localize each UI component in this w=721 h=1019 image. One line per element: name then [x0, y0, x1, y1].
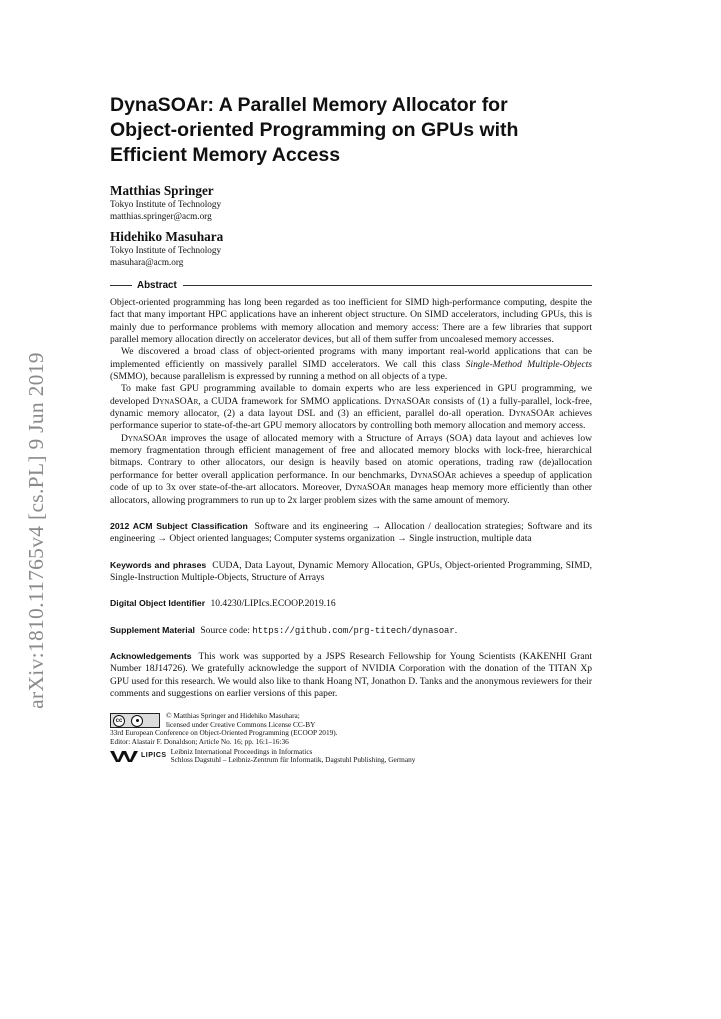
- system-name: DynaSOAr: [121, 432, 167, 444]
- acm-classification: [110, 520, 592, 546]
- arxiv-side-stamp: [22, 330, 50, 730]
- abstract-paragraph-1: Object-oriented programming has long been regarded as too inefficient for SIMD high-performance computing, despite the fact that many important HPC applications have an inherent object structure. On SIMD accelerators, including GPUs, this is mainly due to performance problems with memory allocation and memory access: There are a few libraries that support parallel memory allocation directly on accelerator devices, but all of them suffer from uncoalesed memory accesses.: [110, 297, 592, 346]
- author-block: [110, 229, 592, 268]
- supplement-text: Source code:: [200, 624, 253, 636]
- doi-link[interactable]: 10.4230/LIPIcs.ECOOP.2019.16: [210, 598, 336, 610]
- abstract-paragraph-3: [110, 383, 592, 432]
- author-affiliation: Tokyo Institute of Technology: [110, 199, 222, 209]
- keywords-label: Keywords and phrases: [110, 559, 207, 570]
- author-email[interactable]: masuhara@acm.org: [110, 257, 184, 267]
- system-name: DynaSOAr: [508, 408, 555, 420]
- text-span: manages heap memory more efficiently than other allocators, allowing programmers to run up to 2x larger problem sizes with the same amount of memory.: [110, 482, 592, 506]
- abstract-label: Abstract: [137, 280, 177, 291]
- system-name: DynaSOAr: [345, 482, 391, 494]
- text-span: To make fast GPU programming available to domain experts who are less experienced in GPU programming, we developed: [110, 383, 592, 407]
- text-span: improves the usage of allocated memory with a Structure of Arrays (SOA) data layout and achieves low memory fragmentation through efficient management of free and allocated memory blocks with lock-free, hierarchical bitmaps. Contrary to other allocators, our design is heavily based on atomic operations, trading raw (de)allocation performance for better overall application performance. In our benchmarks,: [110, 432, 592, 481]
- doi-label: Digital Object Identifier: [110, 598, 206, 609]
- system-name: DynaSOAr: [384, 395, 431, 407]
- system-name: DynaSOAr: [410, 469, 457, 481]
- emphasis-text: Single-Method Multiple-Objects: [465, 358, 592, 370]
- author-block: [110, 183, 592, 222]
- author-name: Matthias Springer: [110, 183, 214, 198]
- acm-classification-text: Software and its engineering → Allocation / deallocation strategies; Software and its engineering → Object oriented languages; Computer systems organization → Single instruction, multiple data: [110, 520, 592, 545]
- supplement-text-end: .: [454, 624, 458, 636]
- lipics-text: [171, 748, 416, 765]
- source-code-url[interactable]: https://github.com/prg-titech/dynasoar: [252, 625, 455, 636]
- text-span: achieves a speedup of application code of up to 3x over state-of-the-art allocators. Moreover,: [110, 469, 592, 494]
- acm-classification-label: 2012 ACM Subject Classification: [110, 520, 248, 531]
- doi: [110, 597, 592, 610]
- text-span: consists of (1) a fully-parallel, lock-free, dynamic memory allocator, (2) a data layout DSL and (3) an efficient, parallel do-all operation.: [110, 395, 592, 420]
- license-line: licensed under Creative Commons License CC-BY: [166, 719, 316, 729]
- cc-by-badge-icon[interactable]: [110, 713, 160, 728]
- text-span: We discovered a broad class of object-oriented programs with many important real-world applications that can be implemented efficiently on massively parallel SIMD accelerators. We call this class: [110, 346, 592, 370]
- author-name: Hidehiko Masuhara: [110, 229, 224, 244]
- heading-rule-right: [183, 285, 592, 286]
- text-span: (SMMO), because parallelism is expressed by running a method on all objects of a type.: [110, 371, 448, 383]
- arxiv-identifier: arXiv:1810.11765v4 [cs.PL] 9 Jun 2019: [23, 351, 48, 709]
- lipics-row: [110, 748, 592, 765]
- cc-icon: cc: [113, 715, 125, 727]
- system-name: DynaSOAr: [152, 395, 199, 407]
- by-person-icon: [131, 715, 143, 727]
- publisher-line: Schloss Dagstuhl – Leibniz-Zentrum für Informatik, Dagstuhl Publishing, Germany: [170, 755, 416, 765]
- heading-rule-left: [110, 285, 132, 286]
- acknowledgements-label: Acknowledgements: [110, 650, 192, 661]
- keywords: [110, 559, 592, 585]
- paper-first-page: [110, 93, 592, 765]
- acknowledgements-text: This work was supported by a JSPS Research Fellowship for Young Scientists (KAKENHI Grant Number 18J14726). We gratefully acknowledge the support of NVIDIA Corporation with the donation of the TITAN Xp GPU used for this research. We would also like to thank Hoang NT, Jonathon D. Tanks and the anonymous reviewers for their comments and suggestions on earlier versions of this paper.: [110, 650, 592, 699]
- paper-title: [110, 93, 592, 168]
- author-affiliation: Tokyo Institute of Technology: [110, 245, 222, 255]
- supplement-label: Supplement Material: [110, 624, 195, 635]
- lipics-wave-icon: [110, 750, 138, 762]
- copyright-line: © Matthias Springer and Hidehiko Masuhara;: [166, 711, 300, 721]
- abstract-paragraph-2: [110, 346, 592, 383]
- editor-line: Editor: Alastair F. Donaldson; Article No. 16; pp. 16:1–16:36: [110, 737, 289, 747]
- license-row: [110, 712, 592, 729]
- supplement-material: [110, 624, 592, 637]
- series-line: Leibniz International Proceedings in Informatics: [170, 746, 313, 756]
- title-line: Object-oriented Programming on GPUs with: [110, 119, 519, 141]
- license-footer: [110, 712, 592, 765]
- keywords-text: CUDA, Data Layout, Dynamic Memory Allocation, GPUs, Object-oriented Programming, SIMD, Single-Instruction Multiple-Objects, Structure of Arrays: [110, 559, 593, 583]
- abstract-heading: [110, 280, 592, 291]
- conference-line: 33rd European Conference on Object-Oriented Programming (ECOOP 2019).: [110, 728, 338, 738]
- text-span: achieves performance superior to state-of-the-art GPU memory allocators by controlling both memory allocation and memory access.: [110, 408, 592, 432]
- author-email[interactable]: matthias.springer@acm.org: [110, 211, 212, 221]
- title-line: DynaSOAr: A Parallel Memory Allocator for: [110, 94, 508, 116]
- lipics-logo-icon: [110, 750, 138, 762]
- acknowledgements: [110, 650, 592, 700]
- license-text: [166, 712, 315, 729]
- lipics-wordmark: LIPICS: [141, 751, 167, 759]
- text-span: , a CUDA framework for SMMO applications.: [198, 395, 385, 407]
- title-line: Efficient Memory Access: [110, 144, 341, 166]
- abstract-paragraph-4: [110, 433, 592, 507]
